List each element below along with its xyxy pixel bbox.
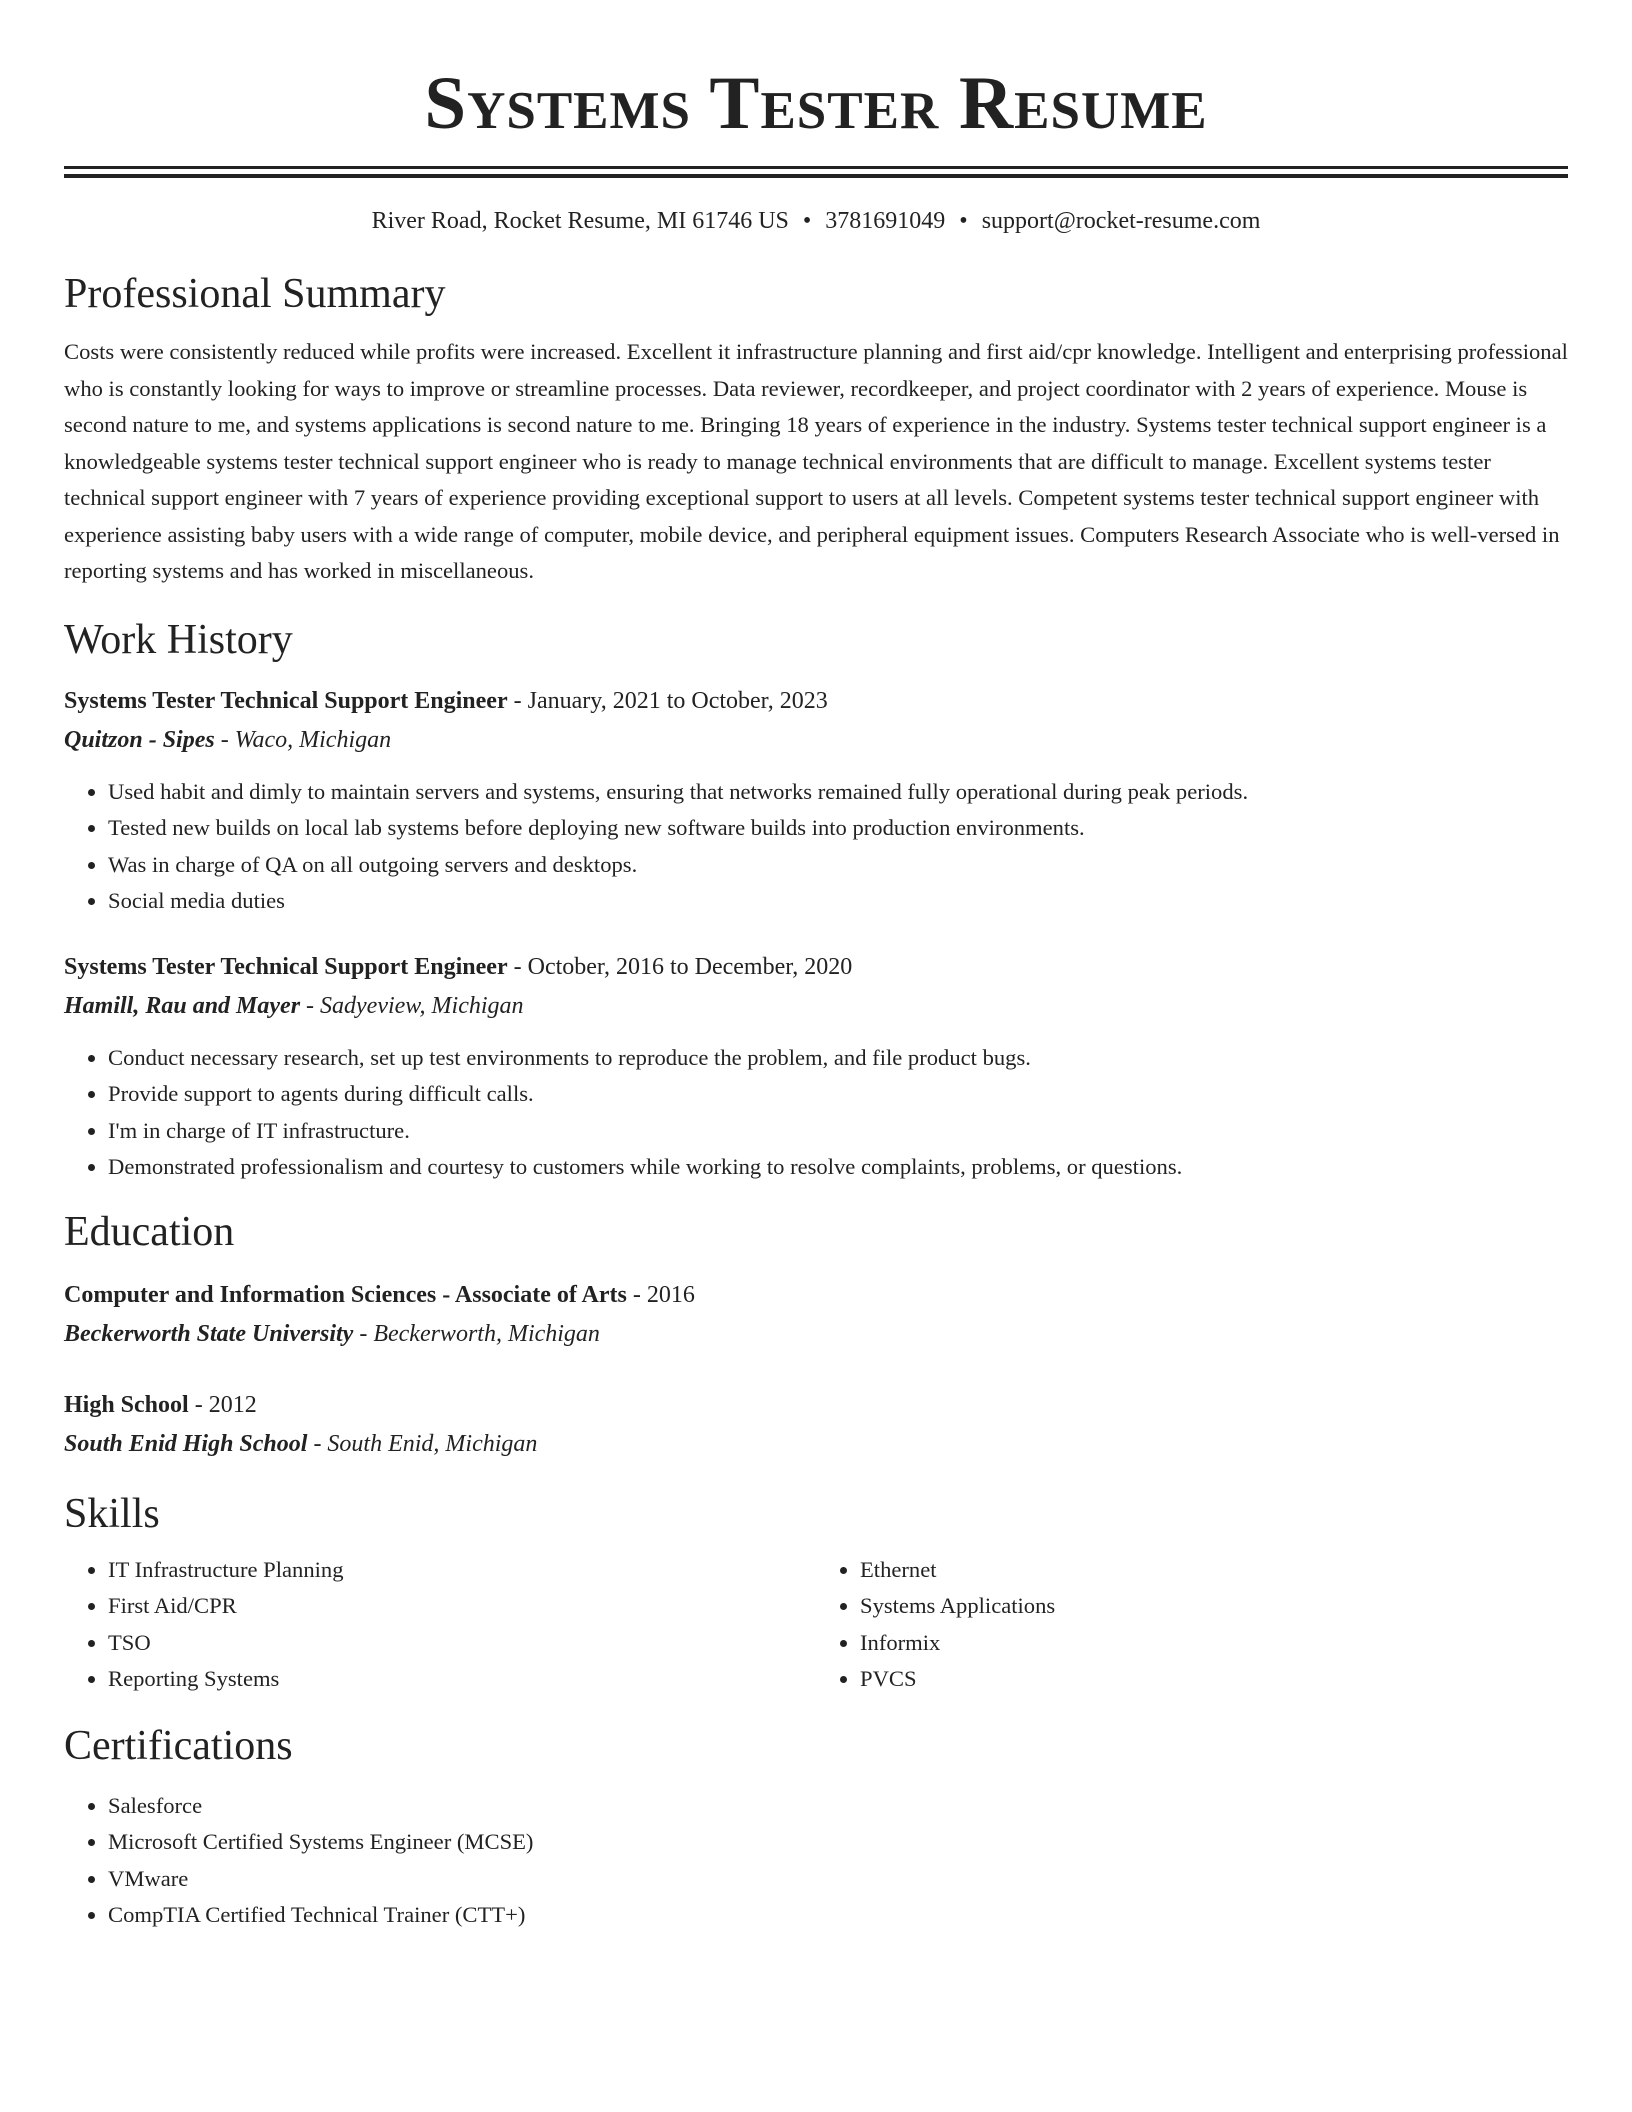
school-line: [64, 1314, 1568, 1354]
skill-item: • IT Infrastructure Planning: [108, 1552, 816, 1589]
certifications-heading: Certifications: [64, 1722, 293, 1769]
skills-grid: [64, 1552, 1568, 1698]
job-entry: [64, 948, 1568, 1186]
summary-heading: Professional Summary: [64, 271, 446, 317]
skills-heading: Skills: [64, 1490, 160, 1537]
job-bullets: [64, 1040, 1568, 1186]
school-name: South Enid High School: [64, 1430, 308, 1457]
skills-column-left: [64, 1552, 816, 1698]
degree-name: Computer and Information Sciences - Associate of Arts: [64, 1281, 627, 1308]
job-dates: - October, 2016 to December, 2020: [507, 953, 853, 980]
degree-line: [64, 1276, 1568, 1314]
job-bullet: • Was in charge of QA on all outgoing servers and desktops.: [108, 847, 1568, 884]
degree-year: - 2016: [626, 1281, 695, 1308]
education-entry: [64, 1386, 1568, 1464]
job-title: Systems Tester Technical Support Engineer: [64, 687, 508, 714]
certification-item: • Microsoft Certified Systems Engineer (MCSE): [108, 1824, 1568, 1861]
degree-line: [64, 1386, 1568, 1424]
work-history-heading: Work History: [64, 616, 293, 663]
contact-separator: •: [802, 208, 812, 234]
job-dates: - January, 2021 to October, 2023: [507, 687, 828, 714]
job-title-line: [64, 948, 1568, 986]
job-bullet: • I'm in charge of IT infrastructure.: [108, 1113, 1568, 1150]
job-title: Systems Tester Technical Support Engineer: [64, 953, 508, 980]
degree-name: High School: [64, 1391, 189, 1418]
job-bullet: • Used habit and dimly to maintain servers and systems, ensuring that networks remained fully operational during peak periods.: [108, 774, 1568, 811]
employer-location: - Sadyeview, Michigan: [300, 992, 524, 1019]
skill-item: • First Aid/CPR: [108, 1588, 816, 1625]
certification-item: • CompTIA Certified Technical Trainer (CTT+): [108, 1897, 1568, 1934]
degree-year: - 2012: [188, 1391, 257, 1418]
employer-location: - Waco, Michigan: [214, 726, 392, 753]
school-name: Beckerworth State University: [64, 1320, 354, 1347]
job-bullet: • Social media duties: [108, 883, 1568, 920]
job-bullet: • Conduct necessary research, set up test environments to reproduce the problem, and file product bugs.: [108, 1040, 1568, 1077]
job-entry: [64, 682, 1568, 920]
education-entry: [64, 1276, 1568, 1354]
job-bullet: • Demonstrated professionalism and courtesy to customers while working to resolve complaints, problems, or questions.: [108, 1149, 1568, 1186]
skill-item: • TSO: [108, 1625, 816, 1662]
job-title-line: [64, 682, 1568, 720]
contact-address: River Road, Rocket Resume, MI 61746 US: [371, 208, 789, 234]
education-heading: Education: [64, 1208, 235, 1255]
skill-item: • Reporting Systems: [108, 1661, 816, 1698]
employer-name: Hamill, Rau and Mayer: [64, 992, 301, 1019]
job-bullet: • Tested new builds on local lab systems before deploying new software builds into production environments.: [108, 810, 1568, 847]
job-bullets: [64, 774, 1568, 920]
school-line: [64, 1424, 1568, 1464]
school-location: - Beckerworth, Michigan: [353, 1320, 600, 1347]
skill-item: • Systems Applications: [860, 1588, 1568, 1625]
contact-line: [64, 204, 1568, 238]
skill-item: • PVCS: [860, 1661, 1568, 1698]
title-double-rule: [64, 166, 1568, 178]
certification-item: • Salesforce: [108, 1788, 1568, 1825]
employer-line: [64, 720, 1568, 760]
employer-line: [64, 986, 1568, 1026]
contact-email: support@rocket-resume.com: [981, 208, 1261, 234]
resume-title: Systems Tester Resume: [424, 62, 1208, 145]
employer-name: Quitzon - Sipes: [64, 726, 215, 753]
skill-item: • Informix: [860, 1625, 1568, 1662]
skill-item: • Ethernet: [860, 1552, 1568, 1589]
certification-item: • VMware: [108, 1861, 1568, 1898]
summary-text: Costs were consistently reduced while profits were increased. Excellent it infrastructure planning and first aid/cpr knowledge. Intelligent and enterprising professional who is constantly looking for ways to improve or streamline processes. Data reviewer, recordkeeper, and project coordinator with 2 years of experience. Mouse is second nature to me, and systems applications is second nature to me. Bringing 18 years of experience in the industry. Systems tester technical support engineer is a knowledgeable systems tester technical support engineer who is ready to manage technical environments that are difficult to manage. Excellent systems tester technical support engineer with 7 years of experience providing exceptional support to users at all levels. Competent systems tester technical support engineer with experience assisting baby users with a wide range of computer, mobile device, and peripheral equipment issues. Computers Research Associate who is well-versed in reporting systems and has worked in miscellaneous.: [64, 339, 1568, 583]
contact-separator: •: [959, 208, 968, 234]
skills-column-right: [816, 1552, 1568, 1698]
job-bullet: • Provide support to agents during difficult calls.: [108, 1076, 1568, 1113]
certifications-list: [64, 1788, 1568, 1934]
school-location: - South Enid, Michigan: [307, 1430, 538, 1457]
contact-phone: 3781691049: [825, 208, 946, 234]
